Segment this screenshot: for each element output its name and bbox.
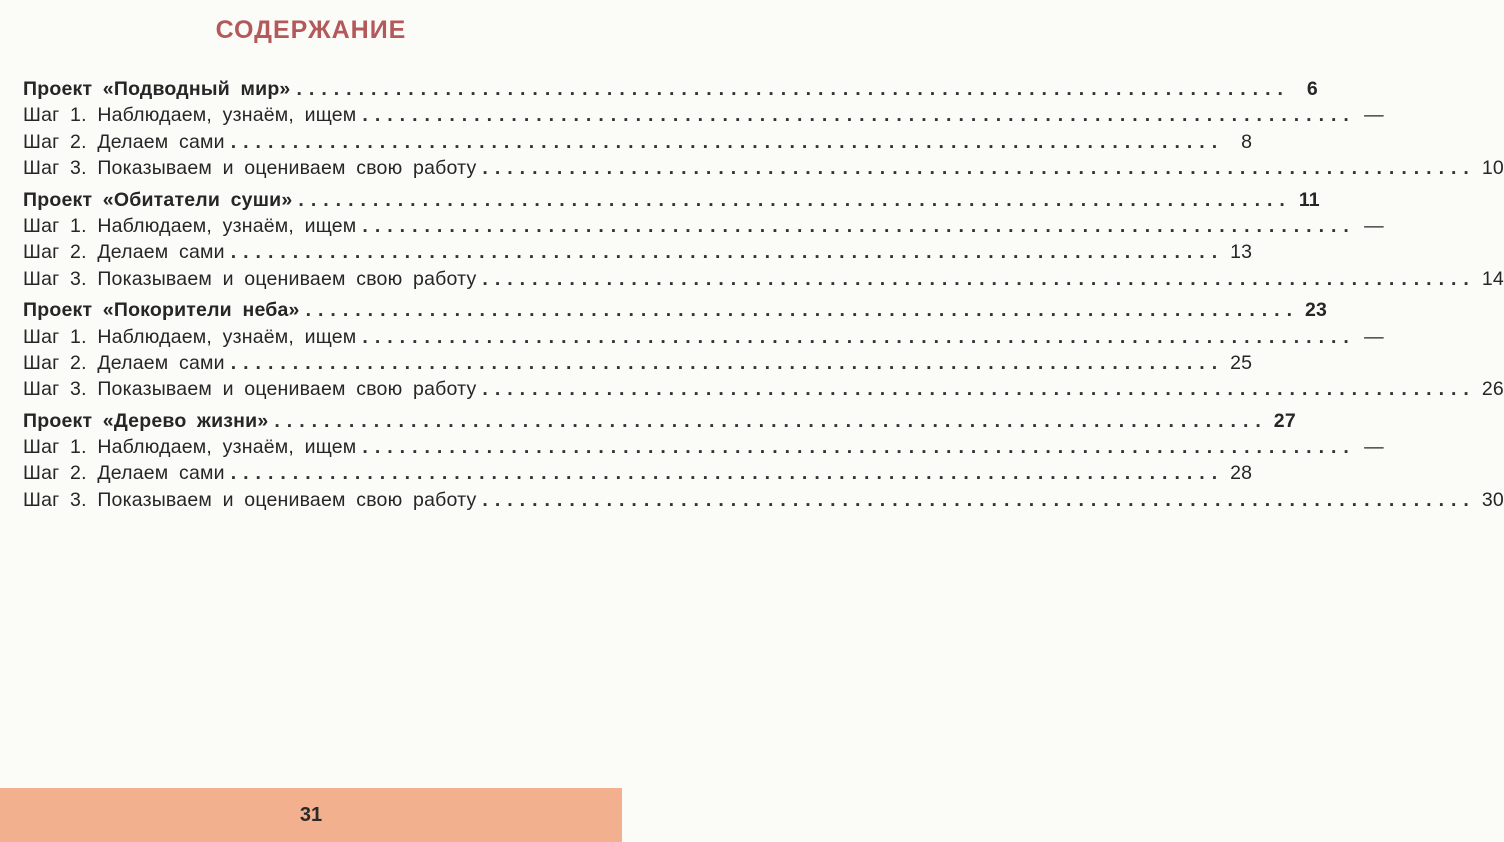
- toc-project-entry[interactable]: [23, 408, 1296, 434]
- table-of-contents: [23, 76, 1504, 518]
- toc-step-entry[interactable]: [23, 129, 1253, 155]
- toc-step-entry[interactable]: [23, 102, 1384, 128]
- toc-entry-title: Проект «Дерево жизни»: [23, 409, 269, 432]
- toc-entry-title: Шаг 3. Показываем и оцениваем свою работу: [23, 378, 477, 401]
- toc-page-number: —: [1364, 325, 1384, 348]
- toc-project-entry[interactable]: [23, 297, 1328, 323]
- dot-leader: ................................................................................: [230, 462, 1225, 485]
- dot-leader: ................................................................................: [482, 267, 1476, 290]
- toc-page-number: 25: [1230, 351, 1253, 374]
- toc-entry-title: Проект «Обитатели суши»: [23, 188, 293, 211]
- toc-section: [23, 297, 1504, 403]
- toc-step-entry[interactable]: [23, 434, 1384, 460]
- toc-entry-title: Шаг 2. Делаем сами: [23, 130, 225, 153]
- toc-step-entry[interactable]: [23, 155, 1504, 181]
- toc-page-number: 14: [1481, 267, 1504, 290]
- toc-page-number: 10: [1481, 157, 1504, 180]
- toc-step-entry[interactable]: [23, 487, 1504, 513]
- dot-leader: ................................................................................: [482, 157, 1476, 180]
- toc-entry-title: Шаг 1. Наблюдаем, узнаём, ищем: [23, 214, 357, 237]
- toc-page-number: 28: [1230, 462, 1253, 485]
- toc-project-entry[interactable]: [23, 187, 1320, 213]
- toc-page-number: 23: [1305, 299, 1328, 322]
- toc-page-number: 27: [1273, 409, 1296, 432]
- dot-leader: ................................................................................: [482, 378, 1476, 401]
- toc-entry-title: Шаг 3. Показываем и оцениваем свою работу: [23, 267, 477, 290]
- toc-page-number: 8: [1241, 130, 1253, 153]
- toc-entry-title: Шаг 3. Показываем и оцениваем свою работу: [23, 488, 477, 511]
- toc-page-number: —: [1364, 104, 1384, 127]
- footer-band: [0, 788, 622, 842]
- toc-step-entry[interactable]: [23, 376, 1504, 402]
- toc-step-entry[interactable]: [23, 266, 1504, 292]
- toc-page-number: —: [1364, 214, 1384, 237]
- toc-section: [23, 187, 1504, 293]
- page-number: 31: [299, 804, 323, 826]
- toc-page-number: —: [1364, 436, 1384, 459]
- toc-page-number: 6: [1306, 78, 1318, 100]
- dot-leader: ................................................................................: [274, 409, 1268, 432]
- toc-entry-title: Шаг 2. Делаем сами: [23, 241, 225, 264]
- dot-leader: ................................................................................: [362, 214, 1356, 237]
- dot-leader: ................................................................................: [362, 436, 1356, 459]
- toc-entry-title: Шаг 2. Делаем сами: [23, 462, 225, 485]
- dot-leader: ................................................................................: [296, 78, 1290, 100]
- toc-entry-title: Шаг 3. Показываем и оцениваем свою работу: [23, 157, 477, 180]
- toc-page-number: 13: [1230, 241, 1253, 264]
- page-title: СОДЕРЖАНИЕ: [215, 16, 407, 44]
- dot-leader: ................................................................................: [482, 488, 1476, 511]
- toc-project-entry[interactable]: [23, 76, 1318, 102]
- toc-page-number: 26: [1481, 378, 1504, 401]
- toc-section: [23, 408, 1504, 514]
- toc-entry-title: Шаг 1. Наблюдаем, узнаём, ищем: [23, 436, 357, 459]
- toc-section: [23, 76, 1504, 182]
- dot-leader: ................................................................................: [230, 130, 1225, 153]
- toc-entry-title: Шаг 1. Наблюдаем, узнаём, ищем: [23, 104, 357, 127]
- toc-entry-title: Проект «Покорители неба»: [23, 299, 300, 322]
- toc-entry-title: Шаг 1. Наблюдаем, узнаём, ищем: [23, 325, 357, 348]
- dot-leader: ................................................................................: [362, 104, 1356, 127]
- toc-step-entry[interactable]: [23, 239, 1253, 265]
- dot-leader: ................................................................................: [298, 188, 1292, 211]
- dot-leader: ................................................................................: [230, 351, 1225, 374]
- toc-entry-title: Проект «Подводный мир»: [23, 78, 291, 100]
- toc-step-entry[interactable]: [23, 460, 1253, 486]
- toc-page-number: 11: [1298, 188, 1320, 211]
- toc-step-entry[interactable]: [23, 213, 1384, 239]
- dot-leader: ................................................................................: [230, 241, 1225, 264]
- toc-page-number: 30: [1481, 488, 1504, 511]
- toc-entry-title: Шаг 2. Делаем сами: [23, 351, 225, 374]
- dot-leader: ................................................................................: [362, 325, 1356, 348]
- toc-step-entry[interactable]: [23, 350, 1253, 376]
- toc-step-entry[interactable]: [23, 324, 1384, 350]
- dot-leader: ................................................................................: [305, 299, 1300, 322]
